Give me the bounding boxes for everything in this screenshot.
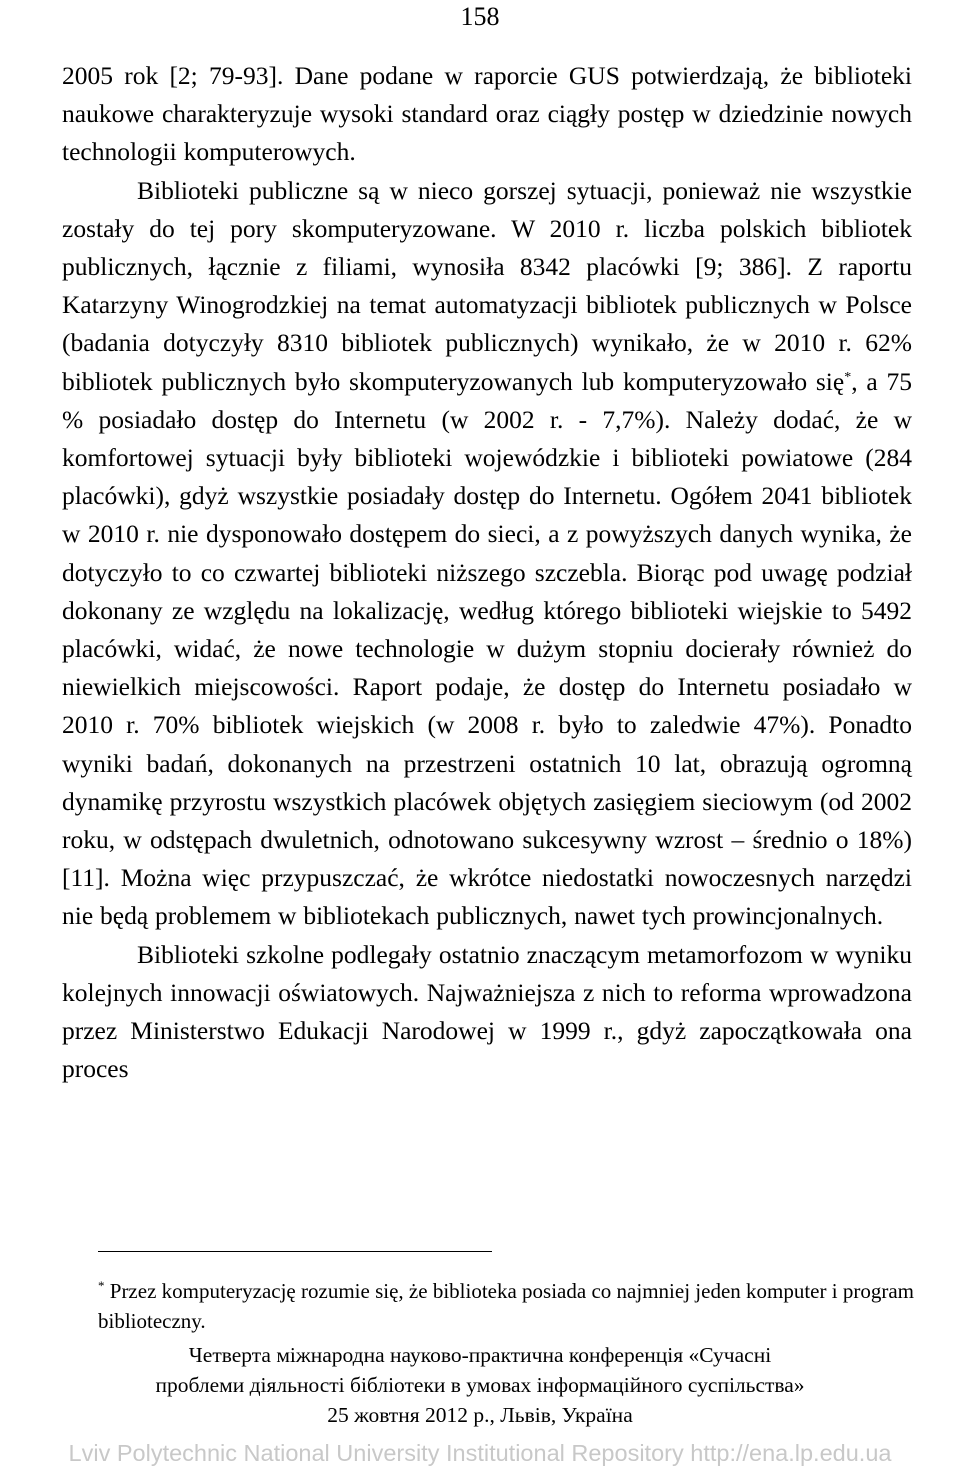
main-text	[62, 57, 912, 1088]
conference-line-1: Четверта міжнародна науково-практична конференція «Сучасні	[188, 1343, 772, 1367]
footnote-reference[interactable]: *	[844, 369, 852, 385]
repository-watermark: Lviv Polytechnic National University Institutional Repository http://ena.lp.edu.ua	[68, 1440, 892, 1466]
footnote-separator	[98, 1251, 492, 1252]
conference-line-2: проблеми діяльності бібліотеки в умовах інформаційного суспільства»	[155, 1373, 805, 1397]
paragraph-2-text-start: Biblioteki publiczne są w nieco gorszej sytuacji, ponieważ nie wszystkie zostały do tej pory skomputeryzowane. W 2010 r. liczba polskich bibliotek publicznych, łącznie z filiami, wynosiła 8342 placówki [9; 386]. Z raportu Katarzyny Winogrodzkiej na temat automatyzacji bibliotek publicznych w Polsce (badania dotyczyły 8310 bibliotek publicznych) wynikało, że w 2010 r. 62% bibliotek publicznych było skomputeryzowanych lub komputeryzowało się	[62, 175, 912, 396]
conference-line-3: 25 жовтня 2012 р., Львів, Україна	[327, 1403, 633, 1427]
conference-footer	[0, 1340, 960, 1430]
paragraph-2-text-end: , a 75 % posiadało dostęp do Internetu (w 2002 r. - 7,7%). Należy dodać, że w komfortowej sytuacji były biblioteki wojewódzkie i biblioteki powiatowe (284 placówki), gdyż wszystkie posiadały dostęp do Internetu. Ogółem 2041 bibliotek w 2010 r. nie dysponowało dostępem do sieci, a z powyższych danych wynika, że dotyczyło to co czwartej biblioteki niższego szczebla. Biorąc pod uwagę podział dokonany ze względu na lokalizację, według którego biblioteki wiejskie to 5492 placówki, widać, że nowe technologie w dużym stopniu docierały również do niewielkich miejscowości. Raport podaje, że dostęp do Internetu posiadało w 2010 r. 70% bibliotek wiejskich (w 2008 r. było to zaledwie 47%). Ponadto wyniki badań, dokonanych na przestrzeni ostatnich 10 lat, obrazują ogromną dynamikę przyrostu wszystkich placówek objętych zasięgiem sieciowym (od 2002 roku, w odstępach dwuletnich, odnotowano sukcesywny wzrost – średnio o 18%) [11]. Można więc przypuszczać, że wkrótce niedostatki nowoczesnych narzędzi nie będą problemem w bibliotekach publicznych, nawet tych prowincjonalnych.	[62, 366, 912, 931]
footnote-text: Przez komputeryzację rozumie się, że biblioteka posiada co najmniej jeden komputer i program biblioteczny.	[98, 1279, 914, 1333]
footnote	[98, 1276, 914, 1336]
paragraph-2	[62, 172, 912, 936]
footnote-marker: *	[98, 1278, 105, 1293]
paragraph-1: 2005 rok [2; 79-93]. Dane podane w raporcie GUS potwierdzają, że biblioteki naukowe charakteryzuje wysoki standard oraz ciągły postęp w dziedzinie nowych technologii komputerowych.	[62, 61, 912, 167]
paragraph-3: Biblioteki szkolne podlegały ostatnio znaczącym metamorfozom w wyniku kolejnych innowacji oświatowych. Najważniejsza z nich to reforma wprowadzona przez Ministerstwo Edukacji Narodowej w 1999 r., gdyż zapoczątkowała ona proces	[62, 939, 912, 1084]
page-number: 158	[460, 2, 500, 31]
